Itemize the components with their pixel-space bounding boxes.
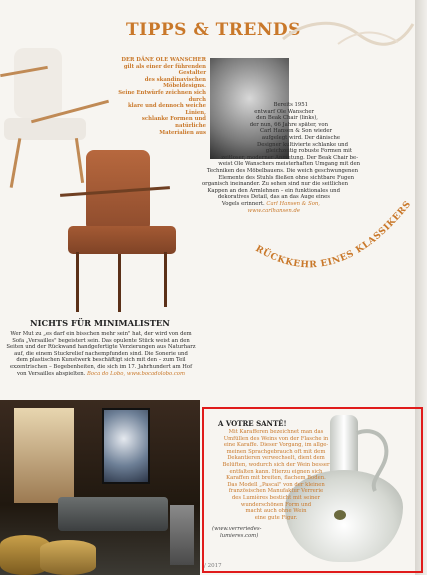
article-line: von Versailles abspielten.	[17, 370, 86, 377]
ole-intro-line: Seine Entwürfe zeichnen sich durch	[118, 89, 206, 103]
sante-url[interactable]	[212, 526, 282, 539]
ole-intro-line: gilt als einer der führenden Gestalter	[123, 63, 206, 77]
ole-intro-line: schlanke Formen und natürliche	[141, 116, 206, 129]
sante-heading: A VOTRE SANTÉ!	[218, 419, 287, 428]
minimalisten-article	[6, 331, 196, 377]
beak-chair-leg	[75, 138, 84, 183]
article-line: eine gute Figur.	[254, 514, 298, 521]
beak-chair-backrest	[14, 48, 62, 118]
photo-side-cabinet	[170, 505, 194, 565]
article-line: französischen Manufaktur Verrerie	[228, 488, 324, 495]
article-line: Sofa „Versailles" begeistert sein. Das opulente Stück weist an den	[12, 337, 190, 344]
sante-article	[208, 429, 344, 521]
article-line: Seiten und der Rückwand handgefertigte Verzierungen aus Naturharz	[6, 344, 196, 351]
article-line: organisch ineinander. Zu sehen sind nur die seitlichen	[201, 181, 348, 188]
article-line: den Beak Chair (links),	[256, 115, 318, 122]
article-line: der nun, 66 Jahre später, von	[249, 121, 328, 128]
cognac-chair-leg	[164, 252, 167, 307]
article-line: macht auch ohne Wein	[245, 508, 307, 515]
photo-painting	[102, 408, 150, 484]
article-line: weist Ole Wanschers meisterhaften Umgang mit den	[218, 161, 360, 168]
ole-intro-line: DER DÄNE OLE WANSCHER	[121, 57, 206, 63]
beak-chair-url[interactable]: www.carlhansen.de	[247, 207, 300, 214]
article-line: Das Modell „Pascal" von der kleinen	[227, 481, 325, 488]
cognac-chair-seat	[68, 226, 176, 254]
ornament-swirl-icon	[278, 14, 418, 54]
cognac-chair-leg	[118, 254, 121, 312]
svg-text:RÜCKKEHR EINES KLASSIKERS	[254, 199, 414, 270]
arc-caption	[250, 195, 415, 285]
ole-intro-line: klare und dennoch weiche Linien,	[128, 103, 206, 116]
beak-chair-credit: Carl Hansen & Son,	[266, 200, 320, 207]
article-line: dekoratives Detail, das an das Auge eines	[217, 194, 330, 201]
article-line: des Lumières besticht mit seiner	[231, 494, 321, 501]
article-line: entwarf Ole Wanscher	[254, 108, 314, 115]
page-marker: / 2017	[204, 563, 222, 569]
article-line: Karaffen mit breiten, flachem Boden.	[226, 475, 326, 482]
beak-chair-seat	[4, 118, 86, 140]
minimalisten-heading: NICHTS FÜR MINIMALISTEN	[30, 318, 170, 328]
article-line: entfalten kann. Hierzu eignen sich	[229, 468, 323, 475]
article-line: Wer Mut zu „es darf ein bisschen mehr sein" hat, der wird von dem	[10, 331, 192, 337]
article-line: eine Karaffe. Dieser Vorgang, im allge-	[223, 442, 329, 449]
cognac-chair-leg	[76, 252, 79, 312]
article-line: Elemente des Stuhls fließen ohne sichtbare Fugen	[218, 174, 354, 181]
article-line: aufgelegt wird. Der dänische	[261, 134, 340, 141]
article-line: Designer kultivierte schlanke und	[257, 141, 348, 148]
sante-url-line: (www.verreriedes-	[212, 526, 262, 532]
article-line: Umfüllen des Weins von der Flasche in	[223, 435, 329, 442]
article-line: dem plastischen Kunstwerk beschäftigt sich mit den – zum Teil	[16, 357, 186, 364]
photo-gold-table	[40, 540, 96, 575]
article-line: meinen Sprachgebrauch oft mit dem	[226, 448, 326, 455]
ole-intro-line: des skandinavischen Möbeldesigns.	[144, 76, 206, 90]
ole-intro-line: Materialien aus	[159, 129, 206, 136]
article-line: Techniken des Möbelbauens. Die weich geschwungenen	[206, 167, 358, 174]
article-line: Mit Karafferen bezeichnet man das	[228, 429, 324, 435]
sante-url-line: lumieres.com)	[220, 532, 259, 539]
carafe-handle	[355, 425, 395, 495]
beak-chair-leg	[10, 138, 22, 188]
article-line: Dekantieren verwechselt, dient dem	[227, 455, 325, 462]
article-line: zeitloser, moderner Anmutung. Der Beak Chair be-	[221, 154, 358, 161]
arc-caption-text: RÜCKKEHR EINES KLASSIKERS	[253, 199, 414, 271]
article-line: exzentrischen – Begebenheiten, die sich im 17. Jahrhundert am Hof	[9, 363, 193, 370]
article-line: Carl Hansen & Son wieder	[260, 128, 332, 135]
article-line: auf, die einem Stuckrelief nachempfunden sind. Die Sonerie und	[14, 350, 188, 357]
article-line: gleichzeitig robuste Formen mit	[265, 148, 352, 155]
photo-sofa	[58, 497, 168, 531]
minimalisten-credit[interactable]: Boca do Lobo, www.bocadolobo.com	[87, 370, 185, 377]
article-line: Bereits 1951	[273, 102, 308, 108]
section-title: TIPPS & TRENDS	[126, 20, 301, 40]
article-line: Belüften, wodurch sich der Wein besser	[222, 461, 330, 468]
article-line: wunderschönen Form und	[240, 501, 312, 508]
article-line: Vogels erinnert.	[221, 200, 265, 207]
article-line: Kappen an den Armlehnen – ein funktionales und	[207, 187, 340, 194]
photo-window	[14, 408, 74, 503]
article-line	[6, 371, 196, 378]
